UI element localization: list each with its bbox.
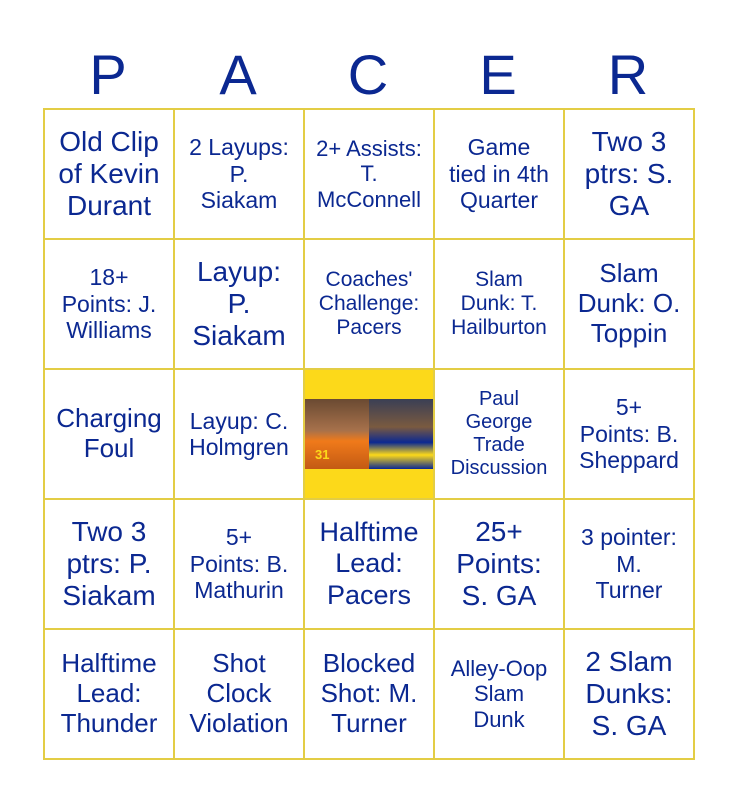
bingo-cell[interactable] — [45, 370, 175, 500]
bingo-cell[interactable] — [305, 240, 435, 370]
header-letter-c: C — [347, 43, 389, 106]
bingo-cell-label: 2+ Assists: T. McConnell — [316, 136, 422, 212]
bingo-cell[interactable] — [565, 110, 695, 240]
bingo-cell[interactable] — [305, 500, 435, 630]
bingo-cell[interactable] — [305, 630, 435, 760]
bingo-cell-label: Halftime Lead: Pacers — [319, 517, 419, 610]
header-letter-p: P — [89, 43, 127, 106]
bingo-cell[interactable] — [45, 630, 175, 760]
bingo-cell-label: 2 Slam Dunks: S. GA — [585, 645, 673, 742]
bingo-board — [43, 108, 695, 760]
bingo-cell[interactable] — [435, 630, 565, 760]
player-photo-left — [305, 399, 369, 469]
bingo-cell-label: 5+ Points: B. Sheppard — [579, 394, 679, 474]
bingo-header — [43, 42, 693, 108]
bingo-cell-label: 5+ Points: B. Mathurin — [189, 524, 289, 604]
bingo-cell-label: Blocked Shot: M. Turner — [320, 648, 418, 738]
bingo-cell[interactable] — [305, 110, 435, 240]
header-letter-r: R — [607, 43, 649, 106]
bingo-cell-label: Old Clip of Kevin Durant — [58, 125, 160, 222]
bingo-cell[interactable] — [175, 370, 305, 500]
bingo-cell-label: Alley-Oop Slam Dunk — [450, 656, 548, 732]
bingo-cell-label: 2 Layups: P. Siakam — [189, 134, 289, 214]
bingo-cell[interactable] — [45, 110, 175, 240]
bingo-cell-label: Paul George Trade Discussion — [450, 388, 548, 479]
bingo-cell-label: Shot Clock Violation — [189, 648, 289, 738]
bingo-cell[interactable] — [565, 630, 695, 760]
bingo-cell-label: Layup: C. Holmgren — [189, 407, 289, 460]
bingo-cell[interactable] — [435, 500, 565, 630]
bingo-cell[interactable] — [175, 630, 305, 760]
free-space-cell[interactable] — [305, 370, 435, 500]
bingo-cell[interactable] — [565, 240, 695, 370]
bingo-cell[interactable] — [175, 110, 305, 240]
bingo-cell-label: 18+ Points: J. Williams — [61, 264, 157, 344]
bingo-cell[interactable] — [175, 500, 305, 630]
jersey-number: 31 — [315, 447, 330, 463]
header-letter-e: E — [479, 43, 517, 106]
bingo-cell[interactable] — [435, 110, 565, 240]
bingo-cell[interactable] — [175, 240, 305, 370]
bingo-cell-label: 25+ Points: S. GA — [456, 515, 542, 612]
bingo-cell-label: 3 pointer: M. Turner — [581, 524, 677, 604]
bingo-cell[interactable] — [45, 500, 175, 630]
player-photo-right — [369, 399, 433, 469]
bingo-cell-label: Coaches' Challenge: Pacers — [318, 267, 420, 340]
bingo-cell-label: Halftime Lead: Thunder — [60, 648, 158, 738]
bingo-cell[interactable] — [565, 500, 695, 630]
bingo-cell[interactable] — [45, 240, 175, 370]
bingo-cell-label: Layup: P. Siakam — [192, 255, 286, 352]
bingo-cell-label: Slam Dunk: O. Toppin — [577, 258, 681, 348]
header-letter-a: A — [219, 43, 257, 106]
bingo-cell-label: Two 3 ptrs: S. GA — [584, 125, 674, 222]
bingo-cell[interactable] — [435, 370, 565, 500]
bingo-cell-label: Slam Dunk: T. Hailburton — [451, 267, 547, 340]
bingo-cell[interactable] — [435, 240, 565, 370]
bingo-cell-label: Two 3 ptrs: P. Siakam — [62, 515, 156, 612]
bingo-cell[interactable] — [565, 370, 695, 500]
bingo-cell-label: Game tied in 4th Quarter — [449, 134, 549, 214]
bingo-cell-label: Charging Foul — [56, 403, 162, 463]
free-space-photo — [305, 399, 433, 469]
